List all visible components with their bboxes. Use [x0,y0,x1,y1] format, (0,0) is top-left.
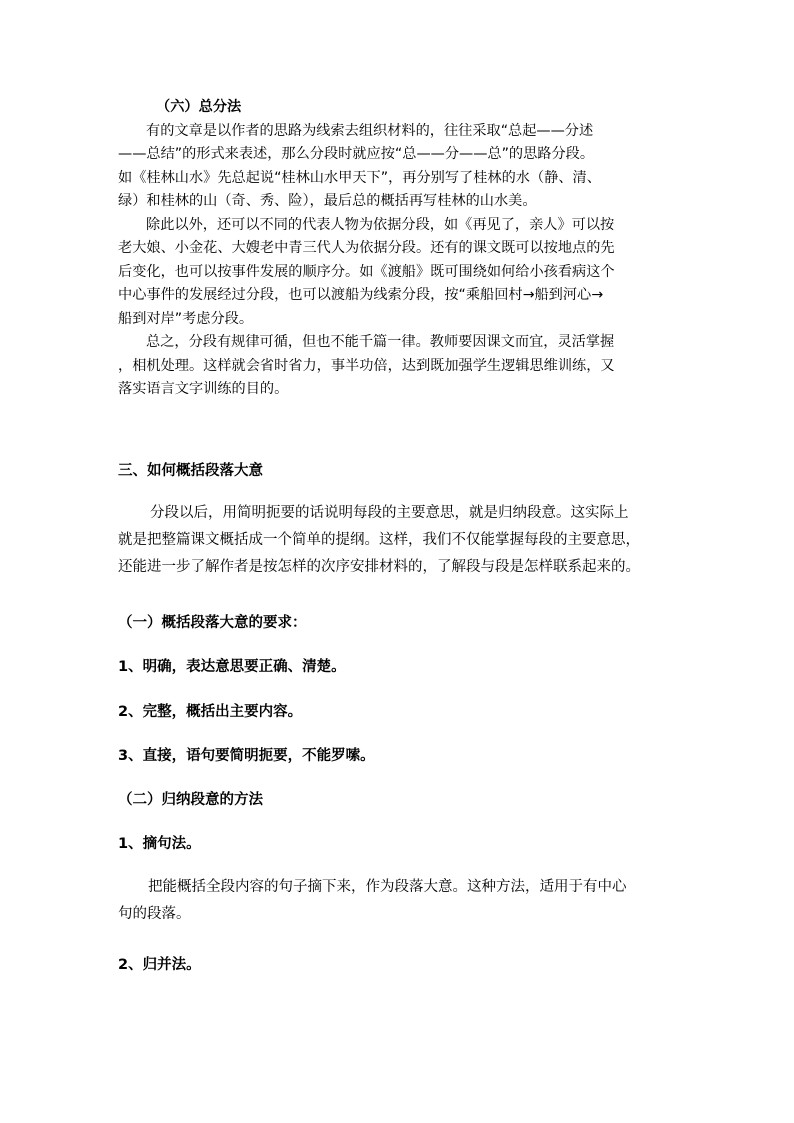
section-three-heading: 三、如何概括段落大意 [118,463,263,479]
method-one-text [118,874,688,928]
paragraph-line: 如《桂林山水》先总起说“桂林山水甲天下”，再分别写了桂林的水（静、清、 [118,169,601,186]
paragraph-line: 后变化，也可以按事件发展的顺序分。如《渡船》既可围绕如何给小孩看病这个 [118,263,615,280]
paragraph-line: 老大娘、小金花、大嫂老中青三代人为依据分段。还有的课文既可以按地点的先 [118,240,615,256]
subsection-two-heading: （二）归纳段意的方法 [118,792,263,808]
paragraph-line: 绿）和桂林的山（奇、秀、险），最后总的概括再写桂林的山水美。 [118,193,537,209]
paragraph-line: 就是把整篇课文概括成一个简单的提纲。这样，我们不仅能掌握每段的主要意思， [118,532,640,548]
paragraph-line: ——总结”的形式来表述，那么分段时就应按“总——分——总”的思路分段。 [118,146,595,162]
section-six-title: （六）总分法 [156,99,242,115]
requirement-item: 2、完整，概括出主要内容。 [118,704,303,720]
method-heading: 2、归并法。 [118,957,201,973]
paragraph-line: 除此以外，还可以不同的代表人物为依据分段，如《再见了，亲人》可以按 [146,216,615,233]
paragraph-line: 船到对岸”考虑分段。 [118,310,254,327]
paragraph-line: 落实语言文字训练的目的。 [118,381,289,397]
paragraph-line: 把能概括全段内容的句子摘下来，作为段落大意。这种方法，适用于有中心 [148,879,627,895]
paragraph-line: 总之，分段有规律可循，但也不能千篇一律。教师要因课文而宜，灵活掌握 [146,334,615,350]
requirement-item: 3、直接，语句要简明扼要，不能罗嗦。 [118,748,375,764]
paragraph-line: 分段以后，用简明扼要的话说明每段的主要意思，就是归纳段意。这实际上 [150,505,629,521]
section-three-intro [118,500,688,581]
requirement-item: 1、明确，表达意思要正确、清楚。 [118,659,346,675]
paragraph-line: ，相机处理。这样就会省时省力，事半功倍，达到既加强学生逻辑思维训练，又 [118,357,615,374]
paragraph-line: 有的文章是以作者的思路为线索去组织材料的，往往采取“总起——分述 [146,122,594,139]
method-heading: 1、摘句法。 [118,836,201,852]
subsection-one-heading: （一）概括段落大意的要求： [118,615,307,631]
section-six [118,96,678,402]
paragraph-line: 还能进一步了解作者是按怎样的次序安排材料的，了解段与段是怎样联系起来的。 [118,559,640,575]
paragraph-line: 中心事件的发展经过分段，也可以渡船为线索分段，按“乘船回村→船到河心→ [118,287,604,303]
paragraph-line: 句的段落。 [118,906,191,922]
